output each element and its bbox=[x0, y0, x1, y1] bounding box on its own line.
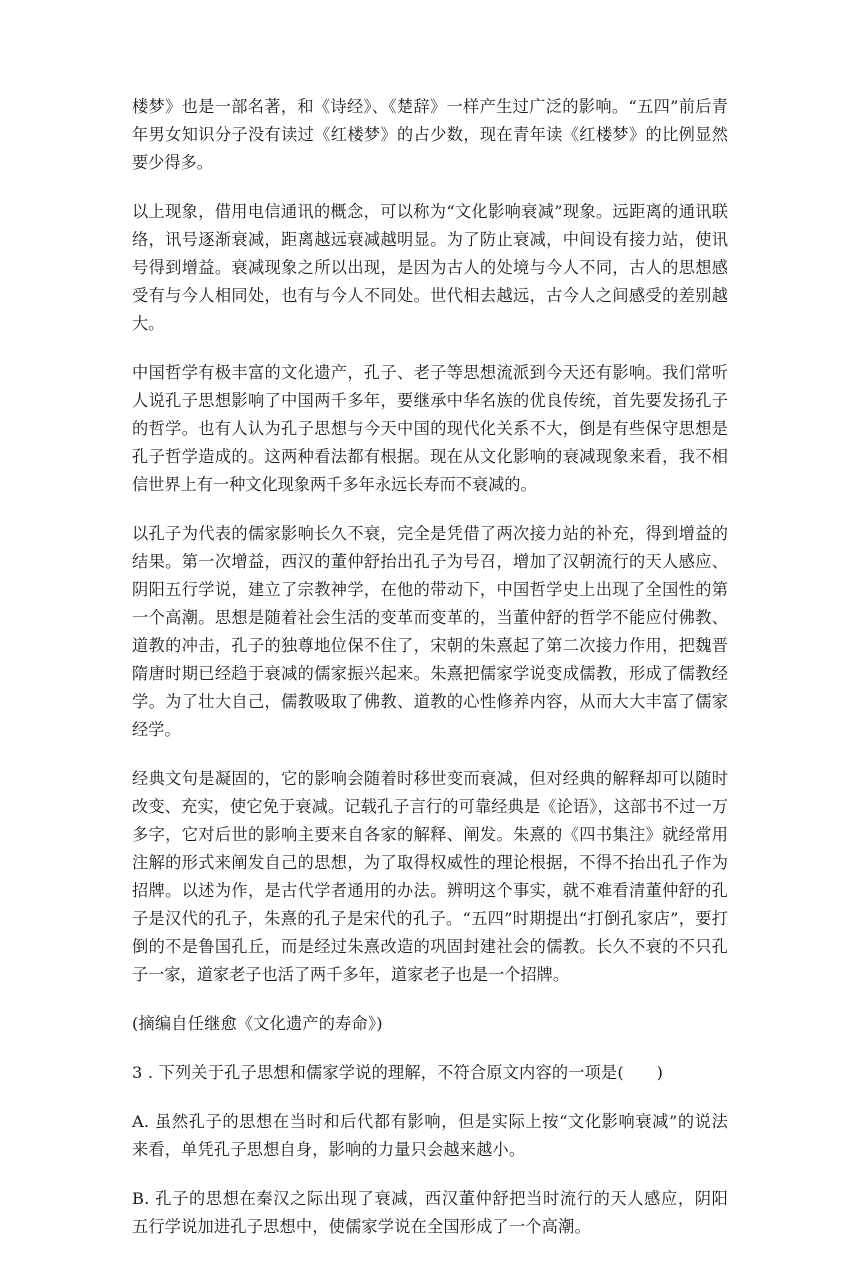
question-stem: 3 . 下列关于孔子思想和儒家学说的理解，不符合原文内容的一项是( ) bbox=[132, 1063, 664, 1082]
paragraph-2: 以上现象，借用电信通讯的概念，可以称为“文化影响衰减”现象。远距离的通讯联络，讯号逐渐衰减，距离越远衰减越明显。为了防止衰减，中间设有接力站，使讯号得到增益。衰减现象之所以出现，是因为古人的处境与今人不同，古人的思想感受有与今人相同处，也有与今人不同处。世代相去越远，古今人之间感受的差别越大。 bbox=[132, 202, 728, 333]
document-page bbox=[132, 93, 728, 1262]
option-b: B. 孔子的思想在秦汉之际出现了衰减，西汉董仲舒把当时流行的天人感应，阴阳五行学说加进孔子思想中，使儒家学说在全国形成了一个高潮。 bbox=[132, 1189, 728, 1236]
paragraph-3: 中国哲学有极丰富的文化遗产，孔子、老子等思想流派到今天还有影响。我们常听人说孔子思想影响了中国两千多年，要继承中华名族的优良传统，首先要发扬孔子的哲学。也有人认为孔子思想与今天中国的现代化关系不大，倒是有些保守思想是孔子哲学造成的。这两种看法都有根据。现在从文化影响的衰减现象来看，我不相信世界上有一种文化现象两千多年永远长寿而不衰减的。 bbox=[132, 363, 728, 494]
paragraph-5: 经典文句是凝固的，它的影响会随着时移世变而衰减，但对经典的解释却可以随时改变、充实，使它免于衰减。记载孔子言行的可靠经典是《论语》，这部书不过一万多字，它对后世的影响主要来自各家的解释、阐发。朱熹的《四书集注》就经常用注解的形式来阐发自己的思想，为了取得权威性的理论根据，不得不抬出孔子作为招牌。以述为作，是古代学者通用的办法。辨明这个事实，就不难看清董仲舒的孔子是汉代的孔子，朱熹的孔子是宋代的孔子。“五四”时期提出“打倒孔家店”，要打倒的不是鲁国孔丘，而是经过朱熹改造的巩固封建社会的儒教。长久不衰的不只孔子一家，道家老子也活了两千多年，道家老子也是一个招牌。 bbox=[132, 769, 728, 984]
paragraph-1: 楼梦》也是一部名著，和《诗经》、《楚辞》一样产生过广泛的影响。“五四”前后青年男女知识分子没有读过《红楼梦》的占少数，现在青年读《红楼梦》的比例显然要少得多。 bbox=[132, 97, 728, 172]
option-a: A. 虽然孔子的思想在当时和后代都有影响，但是实际上按“文化影响衰减”的说法来看，单凭孔子思想自身，影响的力量只会越来越小。 bbox=[132, 1112, 728, 1159]
paragraph-4: 以孔子为代表的儒家影响长久不衰，完全是凭借了两次接力站的补充，得到增益的结果。第一次增益，西汉的董仲舒抬出孔子为号召，增加了汉朝流行的天人感应、阴阳五行学说，建立了宗教神学，在他的带动下，中国哲学史上出现了全国性的第一个高潮。思想是随着社会生活的变革而变革的，当董仲舒的哲学不能应付佛教、道教的冲击，孔子的独尊地位保不住了，宋朝的朱熹起了第二次接力作用，把魏晋隋唐时期已经趋于衰减的儒家振兴起来。朱熹把儒家学说变成儒教，形成了儒教经学。为了壮大自己，儒教吸取了佛教、道教的心性修养内容，从而大大丰富了儒家经学。 bbox=[132, 524, 728, 739]
source-citation: (摘编自任继愈《文化遗产的寿命》) bbox=[132, 1014, 383, 1033]
